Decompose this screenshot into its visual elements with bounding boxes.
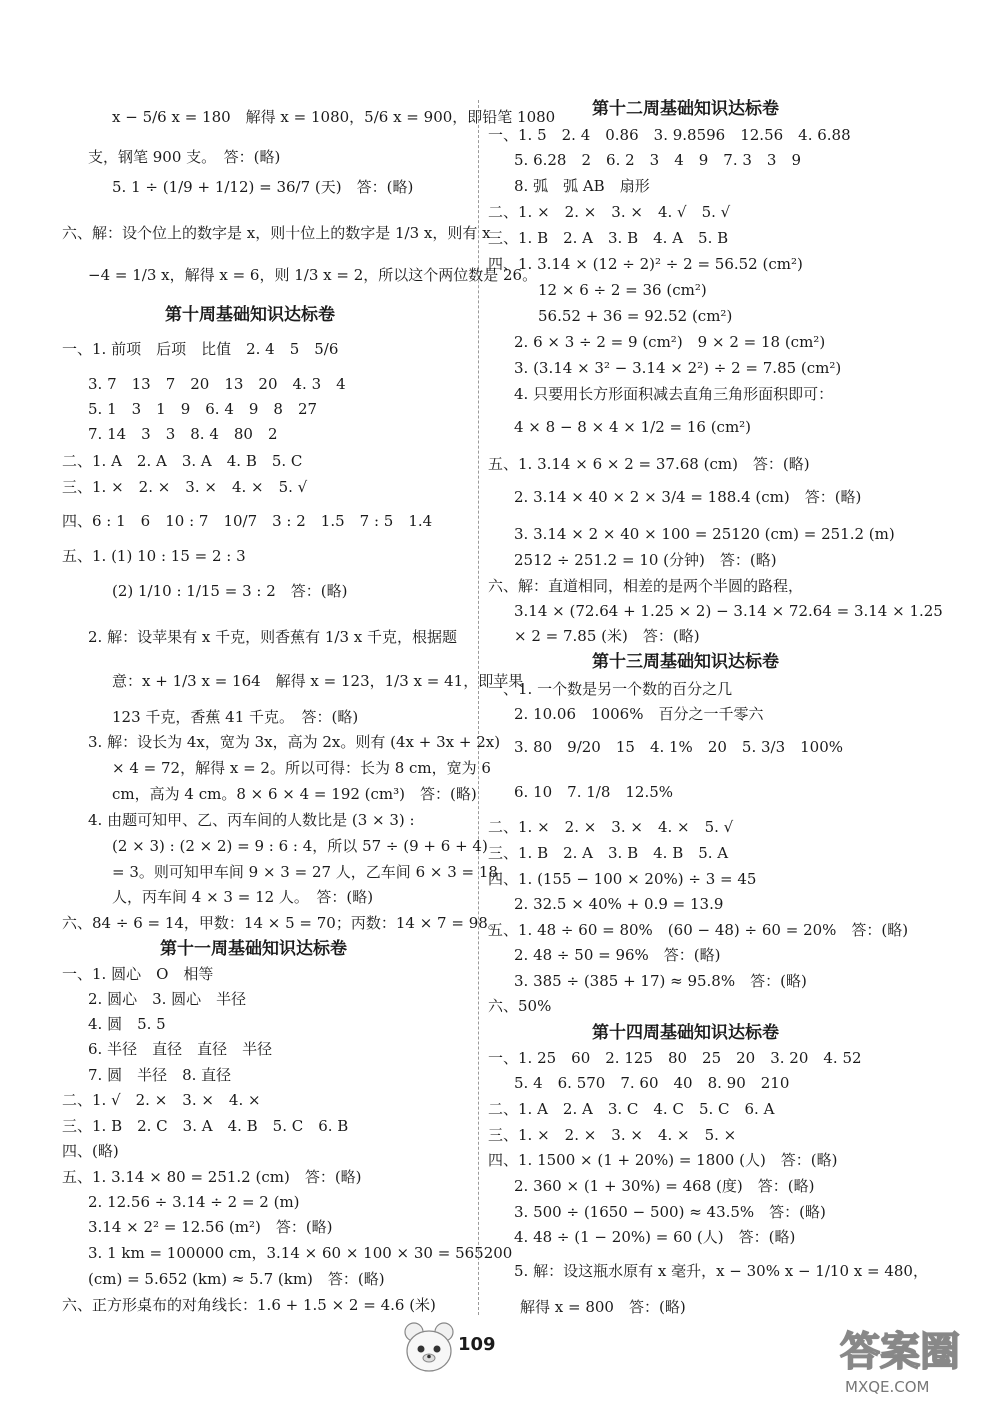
answer-line: 3.14 × 2² = 12.56 (m²) 答：(略) bbox=[88, 1218, 333, 1236]
watermark-logo-text: 答案圈 bbox=[840, 1329, 960, 1375]
answer-line: 一、1. 一个数是另一个数的百分之几 bbox=[488, 680, 733, 698]
answer-line: 四、(略) bbox=[62, 1142, 119, 1160]
answer-line: 2. 360 × (1 + 30%) = 468 (度) 答：(略) bbox=[514, 1177, 815, 1195]
answer-line: 5. 4 6. 570 7. 60 40 8. 90 210 bbox=[514, 1074, 790, 1092]
answer-line: 3. (3.14 × 3² − 3.14 × 2²) ÷ 2 = 7.85 (cm²) bbox=[514, 359, 842, 377]
answer-line: 一、1. 5 2. 4 0.86 3. 9.8596 12.56 4. 6.88 bbox=[488, 126, 851, 144]
answer-line: 支，钢笔 900 支。 答：(略) bbox=[88, 148, 281, 166]
answer-line: 12 × 6 ÷ 2 = 36 (cm²) bbox=[538, 281, 707, 299]
answer-line: 56.52 + 36 = 92.52 (cm²) bbox=[538, 307, 733, 325]
answer-line: 五、1. 48 ÷ 60 = 80% (60 − 48) ÷ 60 = 20% 答：(略) bbox=[488, 921, 909, 939]
answer-line: = 3。则可知甲车间 9 × 3 = 27 人，乙车间 6 × 3 = 18 bbox=[112, 863, 498, 881]
answer-line: −4 = 1/3 x，解得 x = 6，则 1/3 x = 2，所以这个两位数是 26。 bbox=[88, 266, 538, 284]
answer-line: 二、1. √ 2. × 3. × 4. × bbox=[62, 1091, 261, 1109]
answer-line: 二、1. × 2. × 3. × 4. × 5. √ bbox=[488, 818, 734, 836]
answer-line: 四、6 : 1 6 10 : 7 10/7 3 : 2 1.5 7 : 5 1.4 bbox=[62, 512, 433, 530]
answer-line: 2. 圆心 3. 圆心 半径 bbox=[88, 990, 247, 1008]
answer-line: 3.14 × (72.64 + 1.25 × 2) − 3.14 × 72.64 = 3.14 × 1.25 bbox=[514, 602, 943, 620]
answer-line: 6. 10 7. 1/8 12.5% bbox=[514, 783, 674, 801]
answer-line: 三、1. B 2. A 3. B 4. A 5. B bbox=[488, 229, 729, 247]
section-title: 第十三周基础知识达标卷 bbox=[592, 652, 779, 672]
answer-line: 4. 由题可知甲、乙、丙车间的人数比是 (3 × 3) : bbox=[88, 811, 415, 829]
answer-line: 8. 弧 弧 AB 扇形 bbox=[514, 177, 650, 195]
answer-line: 人，丙车间 4 × 3 = 12 人。 答：(略) bbox=[112, 888, 374, 906]
answer-line: 2. 6 × 3 ÷ 2 = 9 (cm²) 9 × 2 = 18 (cm²) bbox=[514, 333, 826, 351]
section-title: 第十周基础知识达标卷 bbox=[165, 305, 335, 325]
answer-line: 3. 1 km = 100000 cm，3.14 × 60 × 100 × 30 = 565200 bbox=[88, 1244, 513, 1262]
section-title: 第十二周基础知识达标卷 bbox=[592, 99, 779, 119]
answer-line: 四、1. (155 − 100 × 20%) ÷ 3 = 45 bbox=[488, 870, 757, 888]
page-number: 109 bbox=[458, 1334, 496, 1355]
answer-line: 123 千克，香蕉 41 千克。 答：(略) bbox=[112, 708, 359, 726]
answer-line: 三、1. B 2. C 3. A 4. B 5. C 6. B bbox=[62, 1117, 349, 1135]
answer-line: 2. 解：设苹果有 x 千克，则香蕉有 1/3 x 千克，根据题 bbox=[88, 628, 457, 646]
answer-line: × 4 = 72，解得 x = 2。所以可得：长为 8 cm，宽为 6 bbox=[112, 759, 491, 777]
answer-line: 5. 解：设这瓶水原有 x 毫升，x − 30% x − 1/10 x = 480， bbox=[514, 1262, 928, 1280]
answer-line: 2512 ÷ 251.2 = 10 (分钟) 答：(略) bbox=[514, 551, 777, 569]
answer-line: 3. 解：设长为 4x，宽为 3x，高为 2x。则有 (4x + 3x + 2x) bbox=[88, 733, 501, 751]
answer-line: 2. 12.56 ÷ 3.14 ÷ 2 = 2 (m) bbox=[88, 1193, 300, 1211]
answer-line: 3. 385 ÷ (385 + 17) ≈ 95.8% 答：(略) bbox=[514, 972, 807, 990]
answer-line: 六、解：设个位上的数字是 x，则十位上的数字是 1/3 x，则有 x bbox=[62, 224, 491, 242]
answer-line: 3. 500 ÷ (1650 − 500) ≈ 43.5% 答：(略) bbox=[514, 1203, 826, 1221]
answer-line: 三、1. × 2. × 3. × 4. × 5. √ bbox=[62, 478, 308, 496]
answer-line: (2) 1/10 : 1/15 = 3 : 2 答：(略) bbox=[112, 582, 348, 600]
answer-line: 四、1. 1500 × (1 + 20%) = 1800 (人) 答：(略) bbox=[488, 1151, 838, 1169]
answer-line: 四、1. 3.14 × (12 ÷ 2)² ÷ 2 = 56.52 (cm²) bbox=[488, 255, 803, 273]
answer-line: 7. 14 3 3 8. 4 80 2 bbox=[88, 425, 278, 443]
answer-line: 一、1. 25 60 2. 125 80 25 20 3. 20 4. 52 bbox=[488, 1049, 862, 1067]
answer-line: 3. 3.14 × 2 × 40 × 100 = 25120 (cm) = 251.2 (m) bbox=[514, 525, 895, 543]
answer-line: 一、1. 前项 后项 比值 2. 4 5 5/6 bbox=[62, 340, 339, 358]
answer-line: 六、解：直道相同，相差的是两个半圆的路程， bbox=[488, 577, 804, 595]
answer-line: 3. 7 13 7 20 13 20 4. 3 4 bbox=[88, 375, 346, 393]
answer-line: 2. 48 ÷ 50 = 96% 答：(略) bbox=[514, 946, 721, 964]
answer-line: 六、正方形桌布的对角线长：1.6 + 1.5 × 2 = 4.6 (米) bbox=[62, 1296, 436, 1314]
answer-line: 六、84 ÷ 6 = 14，甲数：14 × 5 = 70；丙数：14 × 7 = 98。 bbox=[62, 914, 503, 932]
answer-line: 4. 48 ÷ (1 − 20%) = 60 (人) 答：(略) bbox=[514, 1228, 796, 1246]
watermark-url: MXQE.COM bbox=[845, 1378, 930, 1396]
answer-line: 4. 圆 5. 5 bbox=[88, 1015, 166, 1033]
answer-line: 4. 只要用长方形面积减去直角三角形面积即可： bbox=[514, 385, 834, 403]
answer-line: 三、1. B 2. A 3. B 4. B 5. A bbox=[488, 844, 729, 862]
answer-line: 6. 半径 直径 直径 半径 bbox=[88, 1040, 273, 1058]
answer-line: 4 × 8 − 8 × 4 × 1/2 = 16 (cm²) bbox=[514, 418, 752, 436]
answer-line: 2. 32.5 × 40% + 0.9 = 13.9 bbox=[514, 895, 724, 913]
answer-line: 意：x + 1/3 x = 164 解得 x = 123，1/3 x = 41，即苹果 bbox=[112, 672, 524, 690]
answer-line: 三、1. × 2. × 3. × 4. × 5. × bbox=[488, 1126, 737, 1144]
answer-line: 六、50% bbox=[488, 997, 552, 1015]
answer-line: 5. 6.28 2 6. 2 3 4 9 7. 3 3 9 bbox=[514, 151, 801, 169]
answer-line: 2. 10.06 1006% 百分之一千零六 bbox=[514, 705, 764, 723]
mascot-bear-icon bbox=[400, 1318, 460, 1378]
answer-line: 2. 3.14 × 40 × 2 × 3/4 = 188.4 (cm) 答：(略) bbox=[514, 488, 862, 506]
answer-line: (2 × 3) : (2 × 2) = 9 : 6 : 4，所以 57 ÷ (9 + 6 + 4) bbox=[112, 837, 488, 855]
answer-line: cm，高为 4 cm。8 × 6 × 4 = 192 (cm³) 答：(略) bbox=[112, 785, 477, 803]
answer-line: 五、1. 3.14 × 80 = 251.2 (cm) 答：(略) bbox=[62, 1168, 362, 1186]
answer-line: 7. 圆 半径 8. 直径 bbox=[88, 1066, 232, 1084]
answer-line: 3. 80 9/20 15 4. 1% 20 5. 3/3 100% bbox=[514, 738, 844, 756]
section-title: 第十一周基础知识达标卷 bbox=[160, 939, 347, 959]
answer-line: 五、1. (1) 10 : 15 = 2 : 3 bbox=[62, 547, 246, 565]
section-title: 第十四周基础知识达标卷 bbox=[592, 1023, 779, 1043]
answer-line: 二、1. × 2. × 3. × 4. √ 5. √ bbox=[488, 203, 731, 221]
answer-line: × 2 = 7.85 (米) 答：(略) bbox=[514, 627, 700, 645]
answer-line: 解得 x = 800 答：(略) bbox=[520, 1298, 686, 1316]
answer-line: 5. 1 ÷ (1/9 + 1/12) = 36/7 (天) 答：(略) bbox=[112, 178, 414, 196]
answer-line: x − 5/6 x = 180 解得 x = 1080，5/6 x = 900，即铅笔 1080 bbox=[112, 108, 556, 126]
answer-line: 二、1. A 2. A 3. A 4. B 5. C bbox=[62, 452, 303, 470]
answer-line: 五、1. 3.14 × 6 × 2 = 37.68 (cm) 答：(略) bbox=[488, 455, 810, 473]
answer-line: 二、1. A 2. A 3. C 4. C 5. C 6. A bbox=[488, 1100, 775, 1118]
answer-line: (cm) = 5.652 (km) ≈ 5.7 (km) 答：(略) bbox=[88, 1270, 385, 1288]
answer-line: 一、1. 圆心 O 相等 bbox=[62, 965, 214, 983]
answer-line: 5. 1 3 1 9 6. 4 9 8 27 bbox=[88, 400, 318, 418]
